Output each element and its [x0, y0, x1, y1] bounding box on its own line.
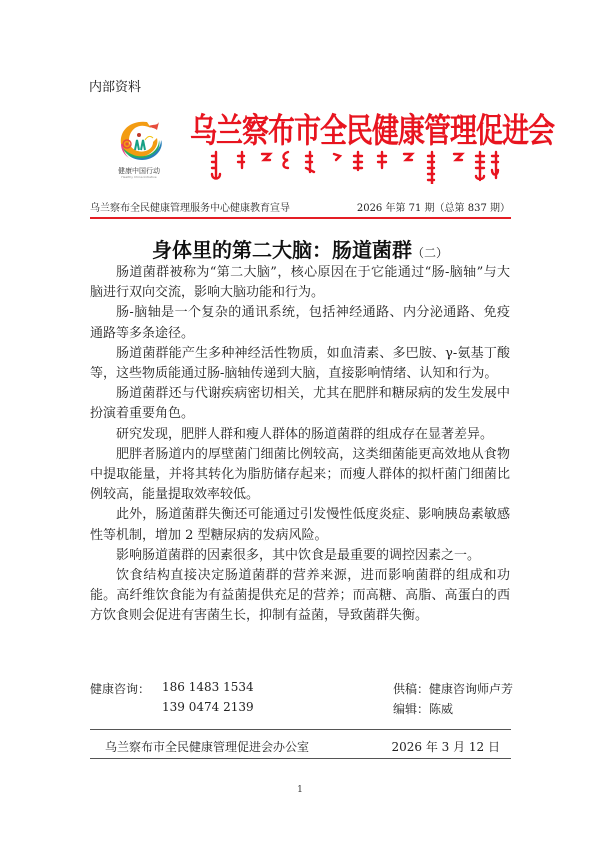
- phone-number-1: 186 1483 1534: [162, 680, 254, 694]
- paragraph: 肠道菌群能产生多种神经活性物质，如血清素、多巴胺、γ-氨基丁酸等，这些物质能通过肠-脑轴传递到大脑，直接影响情绪、认知和行为。: [90, 345, 510, 382]
- editor: 编辑：陈威: [393, 702, 454, 716]
- contact-info: [90, 680, 514, 720]
- healthy-china-logo: [113, 118, 165, 184]
- article-part-label: （二）: [411, 246, 448, 260]
- footer-top-divider: [90, 729, 511, 730]
- internal-material-label: 内部资料: [89, 80, 142, 95]
- article-title: [0, 234, 600, 263]
- mongolian-script-subtitle: [190, 148, 500, 184]
- publish-date: 2026 年 3 月 12 日: [391, 740, 500, 754]
- organization-title: 乌兰察布市全民健康管理促进会: [190, 111, 554, 151]
- consultation-label: 健康咨询：: [90, 682, 151, 696]
- paragraph: 肠道菌群还与代谢疾病密切相关，尤其在肥胖和糖尿病的发生发展中扮演着重要角色。: [90, 386, 510, 422]
- article-title-text: 身体里的第二大脑：肠道菌群: [151, 238, 412, 262]
- paragraph: 肠道菌群被称为“第二大脑”，核心原因在于它能通过“肠-脑轴”与大脑进行双向交流，影响大脑功能和行为。: [90, 265, 510, 301]
- article-body: [90, 263, 510, 627]
- paragraph: 饮食结构直接决定肠道菌群的营养来源，进而影响菌群的组成和功能。高纤维饮食能为有益菌提供充足的营养；而高糖、高脂、高蛋白的西方饮食则会促进有害菌生长，抑制有益菌，导致菌群失衡。: [90, 568, 510, 624]
- issue-info-line: [90, 199, 510, 214]
- paragraph: 影响肠道菌群的因素很多，其中饮食是最重要的调控因素之一。: [116, 547, 481, 563]
- publisher-name: 乌兰察布全民健康管理服务中心健康教育宣导: [90, 203, 290, 214]
- logo-subcaption: Healthy China Initiative: [121, 175, 157, 179]
- paragraph: 此外，肠道菌群失衡还可能通过引发慢性低度炎症、影响胰岛素敏感性等机制，增加 2 型糖尿病的发病风险。: [90, 507, 510, 543]
- footer-line: [105, 738, 500, 755]
- phone-number-2: 139 0474 2139: [162, 700, 254, 714]
- healthy-china-logo-icon: [113, 118, 165, 166]
- paragraph: 肥胖者肠道内的厚壁菌门细菌比例较高，这类细菌能更高效地从食物中提取能量，并将其转化为脂肪储存起来；而瘦人群体的拟杆菌门细菌比例较高，能量提取效率较低。: [90, 446, 510, 503]
- paragraph: 肠-脑轴是一个复杂的通讯系统，包括神经通路、内分泌通路、免疫通路等多条途径。: [90, 305, 510, 341]
- paragraph: 研究发现，肥胖人群和瘦人群体的肠道菌群的组成存在显著差异。: [116, 426, 494, 442]
- logo-caption: 健康中国行动: [118, 167, 160, 175]
- header-red-divider: [90, 217, 511, 219]
- contributor: 供稿：健康咨询师卢芳: [393, 682, 514, 696]
- footer-bottom-divider: [90, 758, 511, 759]
- page-number: 1: [297, 785, 303, 795]
- issue-number: 2026 年第 71 期（总第 837 期）: [356, 203, 510, 214]
- office-name: 乌兰察布市全民健康管理促进会办公室: [105, 740, 310, 754]
